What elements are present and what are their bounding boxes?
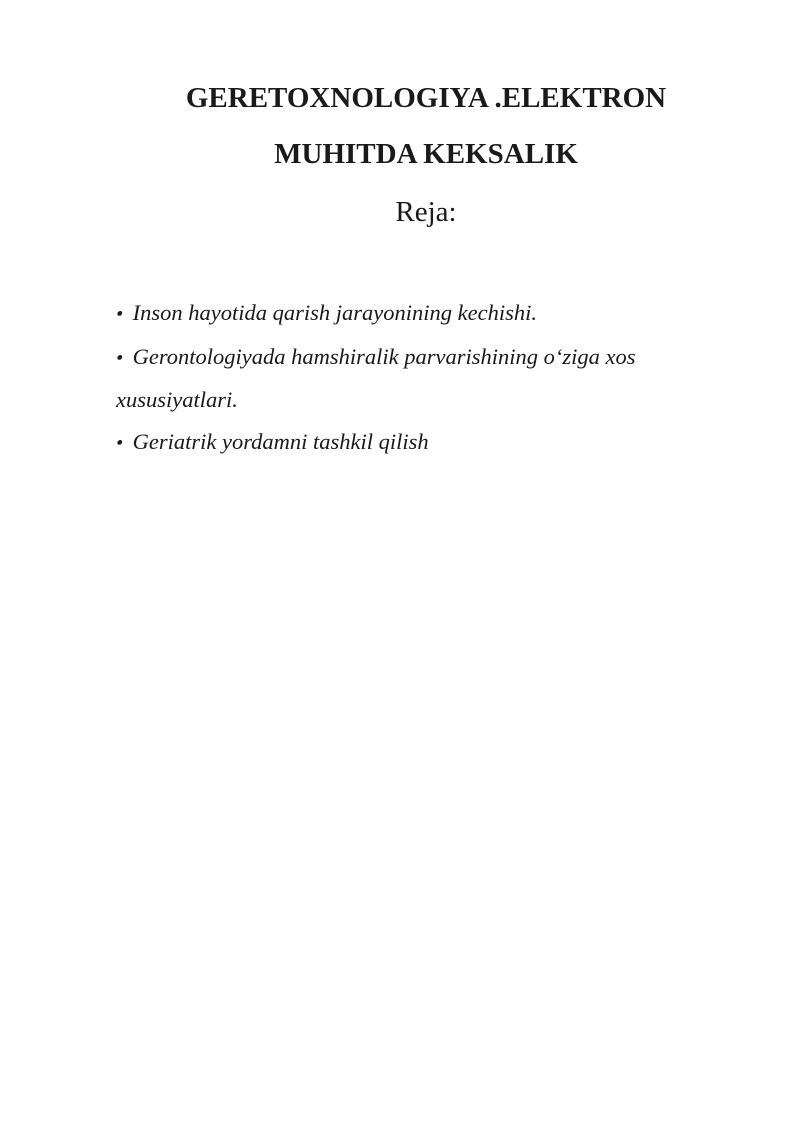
bullet-icon: • <box>113 431 126 454</box>
plan-item <box>113 421 716 465</box>
bullet-icon: • <box>113 346 126 369</box>
document-title-line-1: GERETOXNOLOGIYA .ELEKTRON <box>185 82 667 114</box>
document-title-line-2: MUHITDA KEKSALIK <box>274 138 578 170</box>
plan-item-text: Inson hayotida qarish jarayonining kechishi. <box>132 300 537 325</box>
plan-list <box>113 292 716 464</box>
plan-item <box>113 292 716 336</box>
plan-heading: Reja: <box>395 196 457 228</box>
bullet-icon: • <box>113 303 126 325</box>
title-block <box>100 70 752 242</box>
plan-item <box>113 336 716 421</box>
plan-item-text: Geriatrik yordamni tashkil qilish <box>132 428 429 454</box>
plan-item-text: Gerontologiyada hamshiralik parvarishining o‘ziga xos xususiyatlari. <box>116 343 636 412</box>
